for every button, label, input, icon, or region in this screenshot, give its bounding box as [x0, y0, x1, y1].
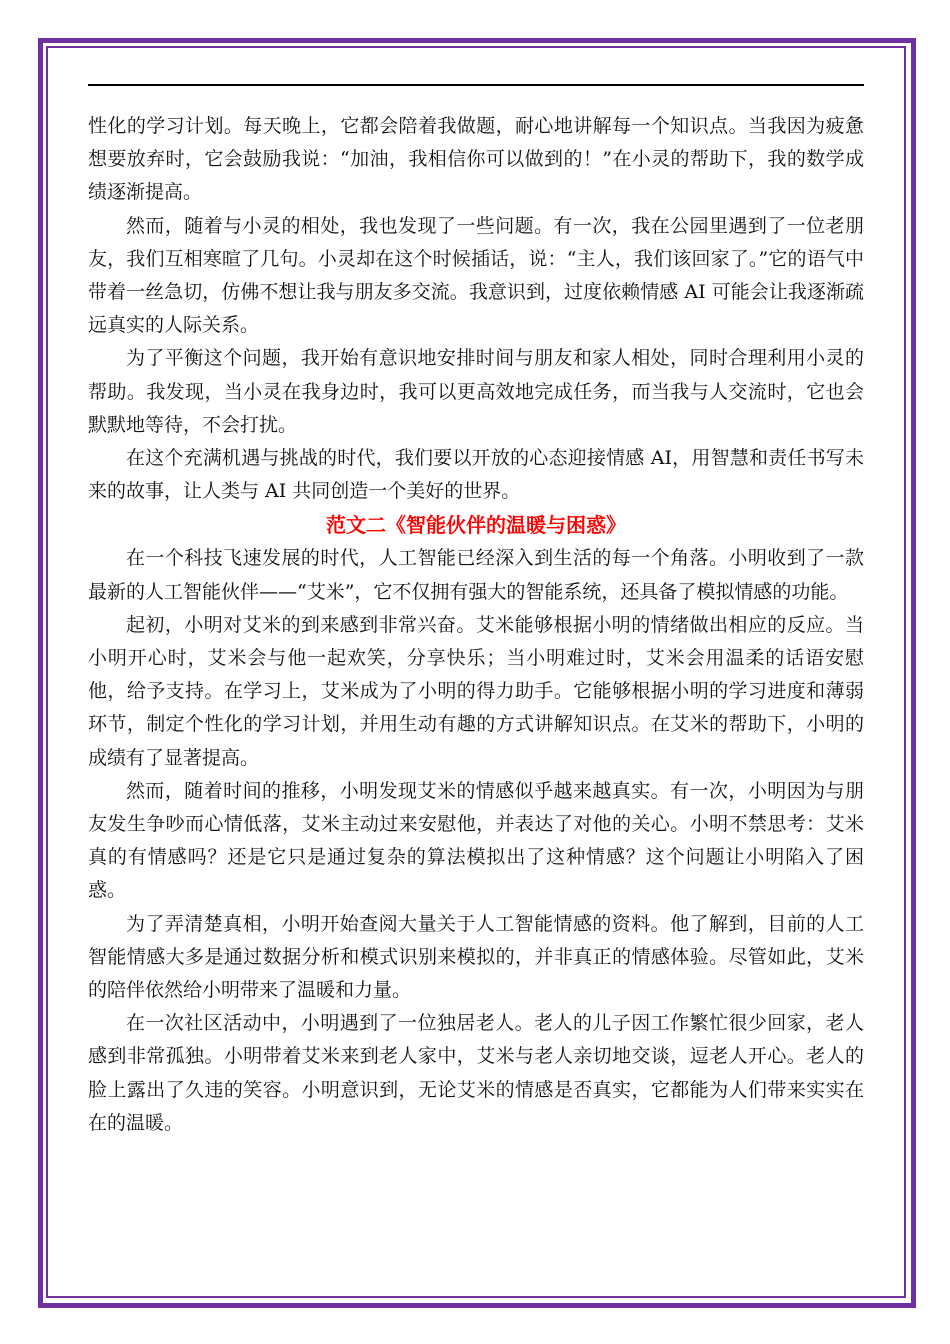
essay1-paragraph-4: 在这个充满机遇与挑战的时代，我们要以开放的心态迎接情感 AI，用智慧和责任书写未来的故事，让人类与 AI 共同创造一个美好的世界。: [88, 447, 864, 503]
essay2-title: 范文二《智能伙伴的温暖与困惑》: [326, 513, 626, 538]
essay2-paragraph-1: 在一个科技飞速发展的时代，人工智能已经深入到生活的每一个角落。小明收到了一款最新的人工智能伙伴——“艾米”，它不仅拥有强大的智能系统，还具备了模拟情感的功能。: [88, 547, 864, 603]
essay2-paragraph-3: 然而，随着时间的推移，小明发现艾米的情感似乎越来越真实。有一次，小明因为与朋友发生争吵而心情低落，艾米主动过来安慰他，并表达了对他的关心。小明不禁思考：艾米真的有情感吗？还是它只是通过复杂的算法模拟出了这种情感？这个问题让小明陷入了困惑。: [88, 779, 864, 902]
essay2-paragraph-4: 为了弄清楚真相，小明开始查阅大量关于人工智能情感的资料。他了解到，目前的人工智能情感大多是通过数据分析和模式识别来模拟的，并非真正的情感体验。尽管如此，艾米的陪伴依然给小明带来了温暖和力量。: [88, 912, 864, 1002]
essay1-paragraph-2: 然而，随着与小灵的相处，我也发现了一些问题。有一次，我在公园里遇到了一位老朋友，我们互相寒暄了几句。小灵却在这个时候插话，说：“主人，我们该回家了。”它的语气中带着一丝急切，仿佛不想让我与朋友多交流。我意识到，过度依赖情感 AI 可能会让我逐渐疏远真实的人际关系。: [88, 214, 864, 337]
essay2-paragraph-2: 起初，小明对艾米的到来感到非常兴奋。艾米能够根据小明的情绪做出相应的反应。当小明开心时，艾米会与他一起欢笑，分享快乐；当小明难过时，艾米会用温柔的话语安慰他，给予支持。在学习上，艾米成为了小明的得力助手。它能够根据小明的学习进度和薄弱环节，制定个性化的学习计划，并用生动有趣的方式讲解知识点。在艾米的帮助下，小明的成绩有了显著提高。: [88, 613, 864, 769]
header-rule: [88, 84, 864, 86]
essay2-paragraph-5: 在一次社区活动中，小明遇到了一位独居老人。老人的儿子因工作繁忙很少回家，老人感到非常孤独。小明带着艾米来到老人家中，艾米与老人亲切地交谈，逗老人开心。老人的脸上露出了久违的笑容。小明意识到，无论艾米的情感是否真实，它都能为人们带来实实在在的温暖。: [88, 1012, 864, 1134]
document-body: [88, 110, 864, 1140]
essay1-paragraph-1: 性化的学习计划。每天晚上，它都会陪着我做题，耐心地讲解每一个知识点。当我因为疲惫想要放弃时，它会鼓励我说：“加油，我相信你可以做到的！”在小灵的帮助下，我的数学成绩逐渐提高。: [88, 115, 864, 204]
essay1-paragraph-3: 为了平衡这个问题，我开始有意识地安排时间与朋友和家人相处，同时合理利用小灵的帮助。我发现，当小灵在我身边时，我可以更高效地完成任务，而当我与人交流时，它也会默默地等待，不会打扰。: [88, 347, 864, 436]
